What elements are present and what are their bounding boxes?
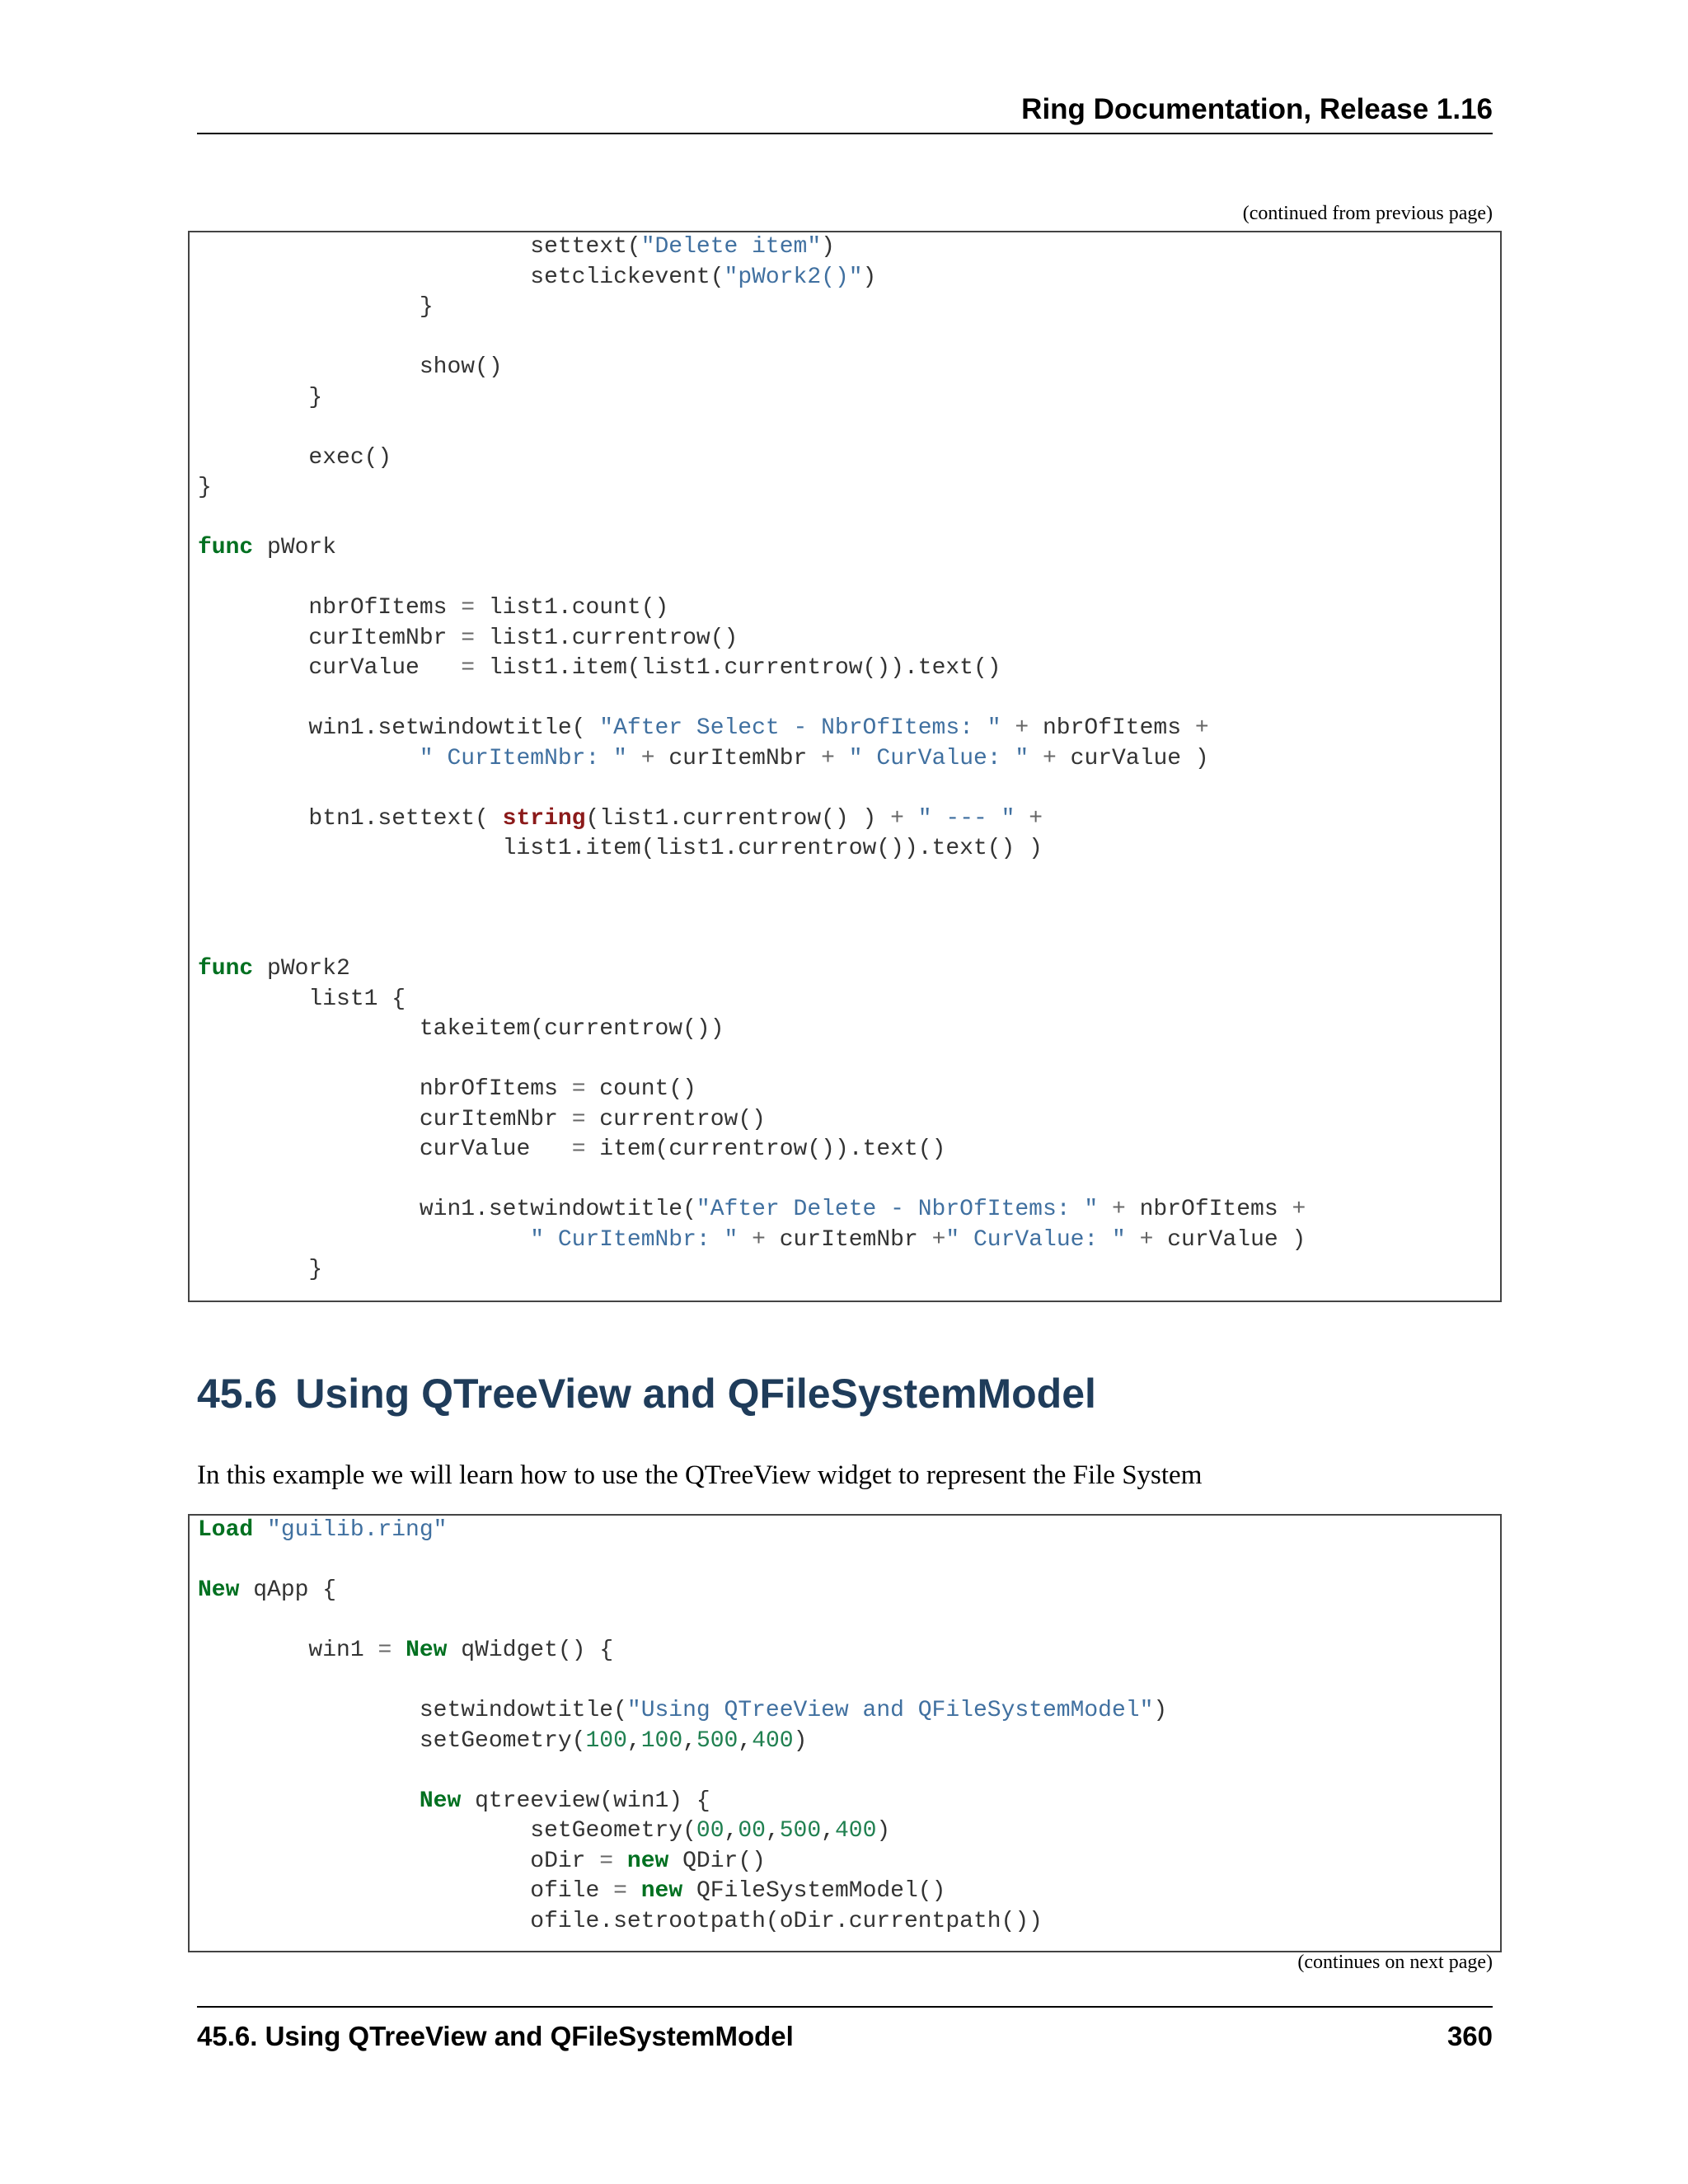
section-intro: In this example we will learn how to use the QTreeView widget to represent the File System <box>197 1460 1203 1490</box>
section-title-text: Using QTreeView and QFileSystemModel <box>295 1371 1096 1417</box>
page-footer <box>197 2006 1493 2052</box>
code-block-continued <box>188 231 1502 1302</box>
code-block-qtreeview <box>188 1514 1502 1952</box>
continued-caption: (continued from previous page) <box>1242 203 1493 224</box>
page-number: 360 <box>1447 2021 1493 2051</box>
section-heading <box>197 1370 1096 1418</box>
footer-section: 45.6. Using QTreeView and QFileSystemModel <box>197 2021 794 2051</box>
continues-caption: (continues on next page) <box>1297 1952 1493 1973</box>
code-listing-pwork: settext("Delete item") setclickevent("pWork2()") } show() } exec() } func pWork nbrOfItems = list1.count() curItemNbr = list1.currentrow() curValue = list1.item(list1.currentrow()).text() win1.setwindowtitle( "After Select - NbrOfItems: " + nbrOfItems + " CurItemNbr: " + curItemNbr + " CurValue: " + curValue ) btn1.settext( string(list1.currentrow() ) + " --- " + list1.item(list1.currentrow()).text() ) func pWork2 list1 { takeitem(currentrow()) nbrOfItems = count() curItemNbr = currentrow() curValue = item(currentrow()).text() win1.setwindowtitle("After Delete - NbrOfItems: " + nbrOfItems + " CurItemNbr: " + curItemNbr +" CurValue: " + curValue ) } <box>198 234 1306 1282</box>
code-listing-qtreeview: Load "guilib.ring" New qApp { win1 = New qWidget() { setwindowtitle("Using QTreeView and QFileSystemModel") setGeometry(100,100,500,400) New qtreeview(win1) { setGeometry(00,00,500,400) oDir = new QDir() ofile = new QFileSystemModel() ofile.setrootpath(oDir.currentpath()) <box>198 1517 1168 1934</box>
section-number: 45.6 <box>197 1371 278 1417</box>
page-header <box>197 93 1493 134</box>
document-title: Ring Documentation, Release 1.16 <box>1021 93 1493 125</box>
